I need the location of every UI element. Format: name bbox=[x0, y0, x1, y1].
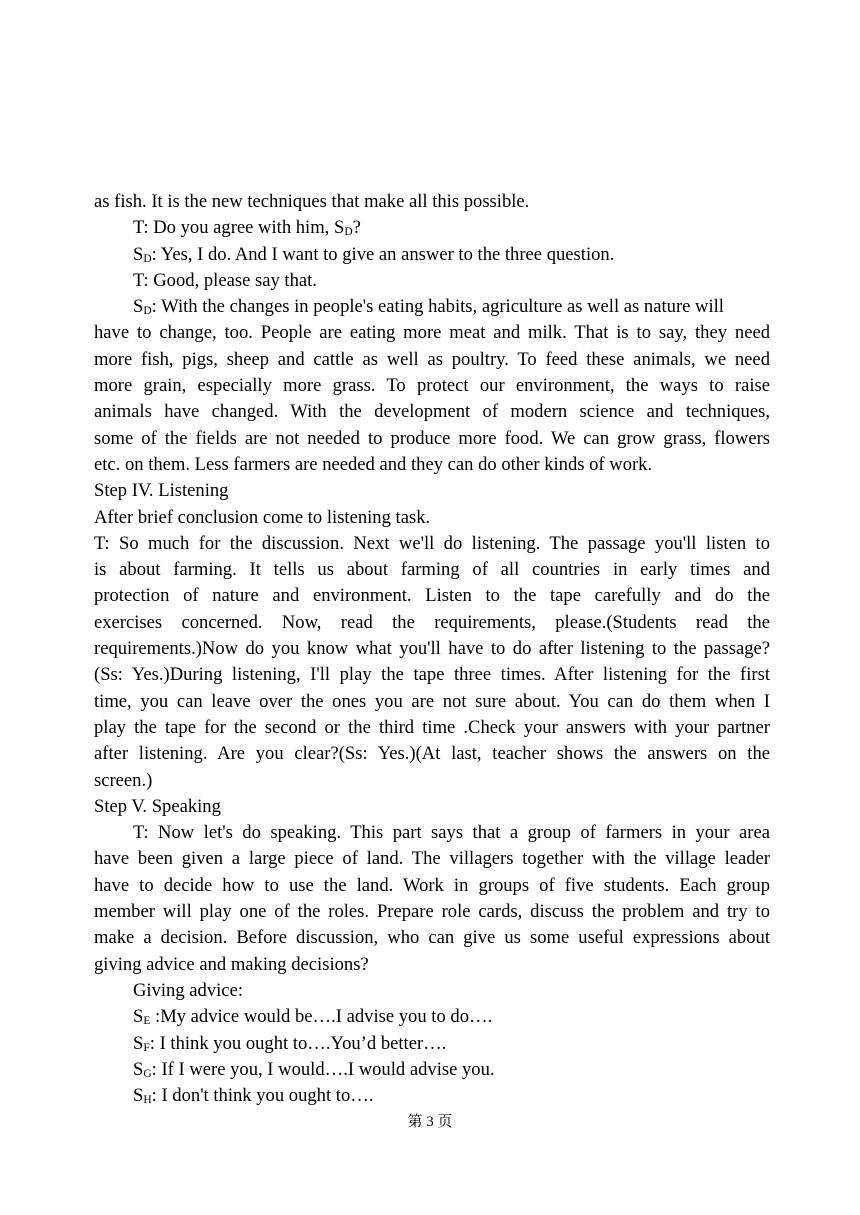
body-text bbox=[94, 189, 770, 1109]
text-line: protection of nature and environment. Listen to the tape carefully and do the bbox=[94, 585, 770, 607]
text-line: more grain, especially more grass. To protect our environment, the ways to raise bbox=[94, 375, 770, 397]
text-line: some of the fields are not needed to produce more food. We can grow grass, flowers bbox=[94, 427, 770, 449]
dialogue-line: $S_F$: I think you ought to….You’d better…. bbox=[133, 1032, 447, 1054]
text-line: giving advice and making decisions? bbox=[94, 953, 369, 975]
text-line: after listening. Are you clear?(Ss: Yes.)(At last, teacher shows the answers on the bbox=[94, 743, 770, 765]
text-line: play the tape for the second or the third time .Check your answers with your partner bbox=[94, 716, 770, 738]
text-line: animals have changed. With the development of modern science and techniques, bbox=[94, 401, 770, 423]
page-number: 第 3 页 bbox=[407, 1114, 453, 1130]
text-line: is about farming. It tells us about farming of all countries in early times and bbox=[94, 559, 770, 581]
text-line: Giving advice: bbox=[133, 979, 243, 1001]
text-line: have been given a large piece of land. The villagers together with the village leader bbox=[94, 848, 770, 870]
dialogue-line: T: Do you agree with him, $S_D$? bbox=[133, 217, 361, 239]
dialogue-line: T: Good, please say that. bbox=[133, 269, 317, 291]
text-line: requirements.)Now do you know what you'll have to do after listening to the passage? bbox=[94, 638, 770, 660]
text-line: as fish. It is the new techniques that make all this possible. bbox=[94, 191, 530, 212]
text-line: screen.) bbox=[94, 769, 153, 791]
dialogue-line: $S_D$: With the changes in people's eating habits, agriculture as well as nature will bbox=[133, 296, 724, 318]
text-line: more fish, pigs, sheep and cattle as well as poultry. To feed these animals, we need bbox=[94, 348, 770, 370]
dialogue-line: $S_E$ :My advice would be….I advise you to do…. bbox=[133, 1006, 493, 1028]
text-line: make a decision. Before discussion, who can give us some useful expressions about bbox=[94, 927, 770, 949]
text-line: time, you can leave over the ones you are not sure about. You can do them when I bbox=[94, 690, 770, 712]
dialogue-line: T: Now let's do speaking. This part says that a group of farmers in your area bbox=[133, 822, 770, 844]
text-line: etc. on them. Less farmers are needed and they can do other kinds of work. bbox=[94, 453, 653, 475]
text-line: have to change, too. People are eating more meat and milk. That is to say, they need bbox=[94, 322, 770, 344]
text-line: exercises concerned. Now, read the requirements, please.(Students read the bbox=[94, 611, 770, 633]
text-line: After brief conclusion come to listening task. bbox=[94, 506, 431, 528]
text-line: member will play one of the roles. Prepare role cards, discuss the problem and try to bbox=[94, 901, 770, 923]
text-line: have to decide how to use the land. Work in groups of five students. Each group bbox=[94, 874, 770, 896]
section-heading: Step IV. Listening bbox=[94, 480, 229, 502]
dialogue-line: $S_H$: I don't think you ought to…. bbox=[133, 1085, 374, 1107]
text-line: (Ss: Yes.)During listening, I'll play the tape three times. After listening for the first bbox=[94, 664, 770, 686]
section-heading: Step V. Speaking bbox=[94, 795, 221, 817]
dialogue-line: $S_D$: Yes, I do. And I want to give an answer to the three question. bbox=[133, 243, 615, 265]
dialogue-line: $S_G$: If I were you, I would….I would advise you. bbox=[133, 1058, 495, 1080]
text-line: T: So much for the discussion. Next we'll do listening. The passage you'll listen to bbox=[94, 532, 770, 554]
